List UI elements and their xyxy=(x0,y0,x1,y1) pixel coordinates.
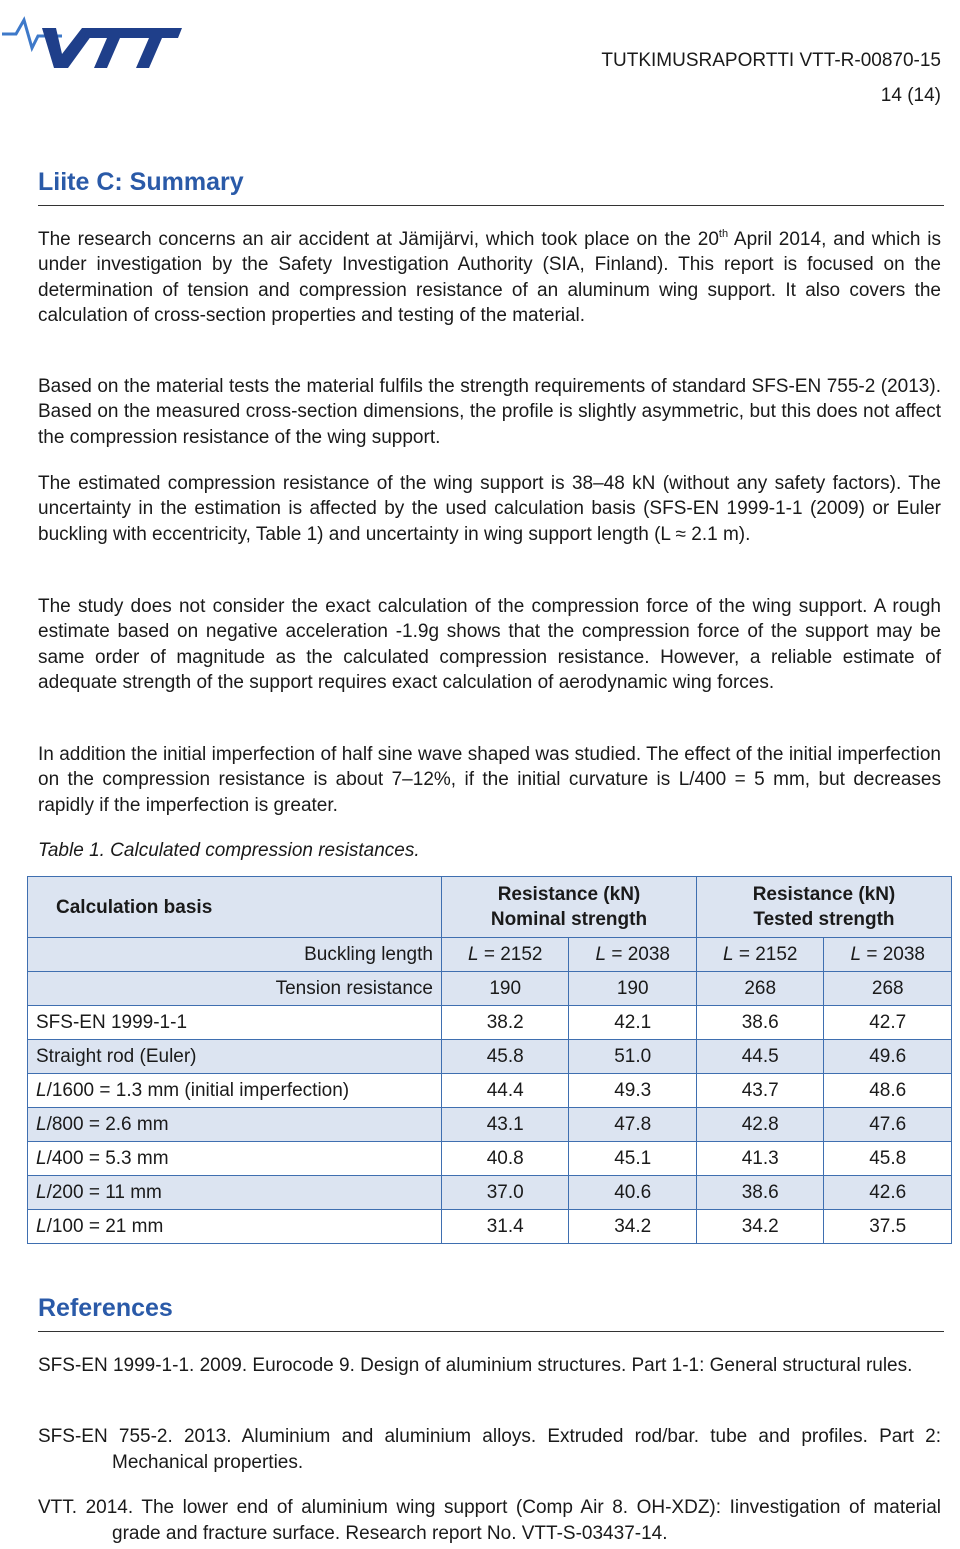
row-label-text: SFS-EN 1999-1-1 xyxy=(36,1011,188,1033)
reference-item: SFS-EN 755-2. 2013. Aluminium and aluminium alloys. Extruded rod/bar. tube and profiles. Part 2: Mechanical properties. xyxy=(38,1426,941,1473)
table-cell: 34.2 xyxy=(569,1210,697,1244)
table-row xyxy=(28,1176,952,1210)
page-number: 14 (14) xyxy=(880,85,941,106)
nominal-header-line2: Nominal strength xyxy=(490,909,648,930)
table-cell: 49.3 xyxy=(569,1074,697,1108)
row-label xyxy=(28,1108,442,1142)
len-symbol: L xyxy=(722,943,734,965)
summary-paragraph-3: The estimated compression resistance of the wing support is 38–48 kN (without any safety factors). The uncertainty in the estimation is affected by the used calculation basis (SFS-EN 1999-1-1 (2009) or Euler buckling with eccentricity, Table 1) and uncertainty in wing support length (L ≈ 2.1 m). xyxy=(38,473,941,545)
row-label-text: /800 = 2.6 mm xyxy=(46,1113,169,1135)
row-label xyxy=(28,1142,442,1176)
table-cell: 40.6 xyxy=(569,1176,697,1210)
row-label-text: /100 = 21 mm xyxy=(46,1215,164,1237)
len-value: = 2038 xyxy=(861,943,925,965)
vtt-logo xyxy=(2,6,182,68)
row-label-symbol: L xyxy=(36,1181,47,1203)
table-row xyxy=(28,1040,952,1074)
report-id: TUTKIMUSRAPORTTI VTT-R-00870-15 xyxy=(601,50,941,71)
nominal-strength-header xyxy=(441,877,696,938)
nominal-header-line1: Resistance (kN) xyxy=(497,884,641,905)
buckling-cell xyxy=(569,938,697,972)
table-cell: 42.6 xyxy=(824,1176,952,1210)
table-cell: 44.4 xyxy=(441,1074,569,1108)
table-cell: 47.8 xyxy=(569,1108,697,1142)
table-cell: 42.1 xyxy=(569,1006,697,1040)
results-table xyxy=(27,876,952,1244)
table-header-row xyxy=(28,877,952,938)
buckling-length-row xyxy=(28,938,952,972)
len-value: = 2152 xyxy=(478,943,543,965)
row-label-text: /1600 = 1.3 mm (initial imperfection) xyxy=(46,1079,350,1101)
row-label-symbol: L xyxy=(36,1147,47,1169)
tension-cell: 268 xyxy=(696,972,824,1006)
len-symbol: L xyxy=(467,943,479,965)
table-row xyxy=(28,1142,952,1176)
row-label xyxy=(28,1006,442,1040)
reference-item: VTT. 2014. The lower end of aluminium wing support (Comp Air 8. OH-XDZ): Iinvestigation of material grade and fracture surface. Research report No. VTT-S-03437-14. xyxy=(38,1497,941,1544)
p1-text-a: The research concerns an air accident at Jämijärvi, which took place on the 20 xyxy=(38,229,719,250)
summary-heading: Liite C: Summary xyxy=(38,167,944,206)
table-row xyxy=(28,1006,952,1040)
table-cell: 45.8 xyxy=(824,1142,952,1176)
table-row xyxy=(28,1108,952,1142)
table-cell: 48.6 xyxy=(824,1074,952,1108)
table-cell: 45.8 xyxy=(441,1040,569,1074)
table-cell: 34.2 xyxy=(696,1210,824,1244)
row-label-symbol: L xyxy=(36,1215,47,1237)
table-cell: 41.3 xyxy=(696,1142,824,1176)
buckling-cell xyxy=(824,938,952,972)
p1-text-b: April 2014, and which is under investigation by the Safety Investigation Authority (SIA, Finland). This report is focused on the determination of tension and compression resistance of an aluminum wing support. It also covers the calculation of cross-section properties and testing of the material. xyxy=(38,229,941,326)
len-symbol: L xyxy=(595,943,607,965)
table-cell: 40.8 xyxy=(441,1142,569,1176)
table-cell: 42.7 xyxy=(824,1006,952,1040)
row-label-text: Straight rod (Euler) xyxy=(36,1045,197,1067)
tension-cell: 190 xyxy=(569,972,697,1006)
tested-strength-header xyxy=(696,877,951,938)
buckling-length-label: Buckling length xyxy=(28,938,442,972)
row-label-symbol: L xyxy=(36,1113,47,1135)
table-cell: 38.6 xyxy=(696,1176,824,1210)
row-label xyxy=(28,1210,442,1244)
table-cell: 43.7 xyxy=(696,1074,824,1108)
table-cell: 37.5 xyxy=(824,1210,952,1244)
tension-cell: 190 xyxy=(441,972,569,1006)
table-cell: 38.6 xyxy=(696,1006,824,1040)
row-label xyxy=(28,1074,442,1108)
summary-paragraph-5: In addition the initial imperfection of half sine wave shaped was studied. The effect of the initial imperfection on the compression resistance is about 7–12%, if the initial curvature is L/400 = 5 mm, but decreases rapidly if the imperfection is greater. xyxy=(38,744,941,816)
table-row xyxy=(28,1074,952,1108)
len-value: = 2152 xyxy=(733,943,798,965)
table-cell: 45.1 xyxy=(569,1142,697,1176)
calc-basis-header: Calculation basis xyxy=(28,877,442,938)
row-label xyxy=(28,1040,442,1074)
table-row xyxy=(28,1210,952,1244)
tested-header-line2: Tested strength xyxy=(753,909,895,930)
tension-cell: 268 xyxy=(824,972,952,1006)
table-cell: 49.6 xyxy=(824,1040,952,1074)
table-caption: Table 1. Calculated compression resistances. xyxy=(38,840,420,861)
len-symbol: L xyxy=(850,943,862,965)
table-cell: 44.5 xyxy=(696,1040,824,1074)
buckling-cell xyxy=(696,938,824,972)
row-label-text: /400 = 5.3 mm xyxy=(46,1147,169,1169)
len-value: = 2038 xyxy=(606,943,670,965)
summary-paragraph-2: Based on the material tests the material fulfils the strength requirements of standard SFS-EN 755-2 (2013). Based on the measured cross-section dimensions, the profile is slightly asymmetric, but this does not affect the compression resistance of the wing support. xyxy=(38,376,941,448)
buckling-cell xyxy=(441,938,569,972)
reference-item: SFS-EN 1999-1-1. 2009. Eurocode 9. Design of aluminium structures. Part 1-1: General structural rules. xyxy=(38,1355,913,1376)
tested-header-line1: Resistance (kN) xyxy=(752,884,896,905)
row-label-text: /200 = 11 mm xyxy=(46,1181,162,1203)
table-cell: 43.1 xyxy=(441,1108,569,1142)
tension-resistance-label: Tension resistance xyxy=(28,972,442,1006)
p1-superscript: th xyxy=(718,228,729,240)
references-heading: References xyxy=(38,1293,944,1332)
table-cell: 31.4 xyxy=(441,1210,569,1244)
table-cell: 38.2 xyxy=(441,1006,569,1040)
table-cell: 51.0 xyxy=(569,1040,697,1074)
table-cell: 42.8 xyxy=(696,1108,824,1142)
table-cell: 37.0 xyxy=(441,1176,569,1210)
summary-paragraph-4: The study does not consider the exact calculation of the compression force of the wing support. A rough estimate based on negative acceleration -1.9g shows that the compression force of the support may be same order of magnitude as the calculated compression resistance. However, a reliable estimate of adequate strength of the support requires exact calculation of aerodynamic wing forces. xyxy=(38,596,941,693)
table-cell: 47.6 xyxy=(824,1108,952,1142)
row-label-symbol: L xyxy=(36,1079,47,1101)
row-label xyxy=(28,1176,442,1210)
tension-resistance-row xyxy=(28,972,952,1006)
summary-paragraph-1 xyxy=(38,227,941,328)
